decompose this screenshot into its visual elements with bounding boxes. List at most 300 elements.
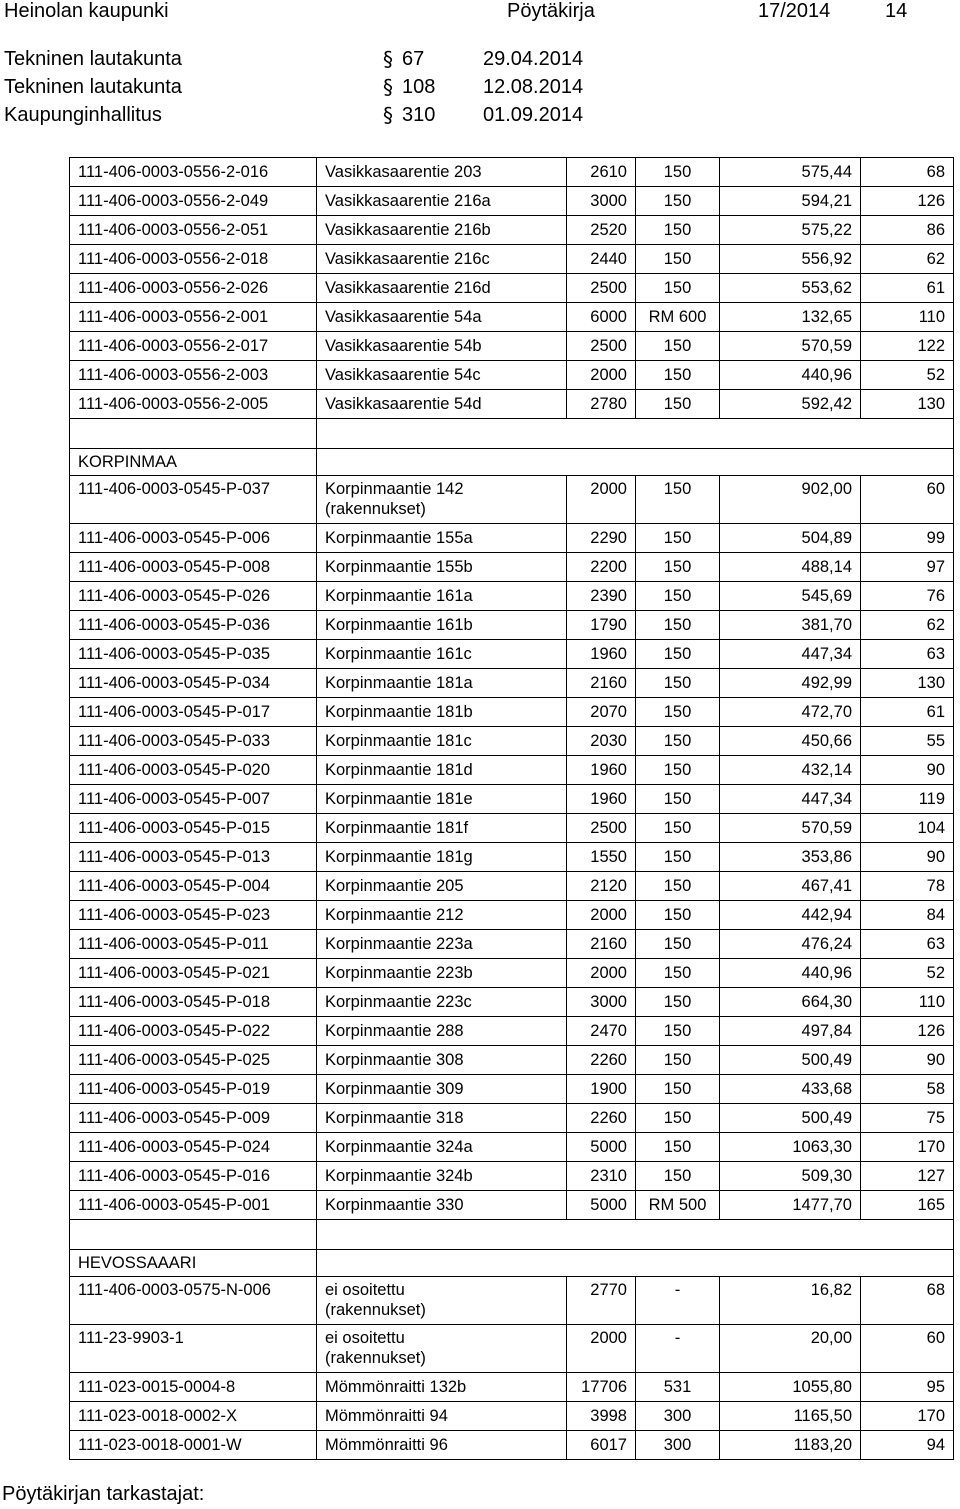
address-text: Korpinmaantie 142 <box>325 480 464 498</box>
count-cell: 84 <box>861 901 954 930</box>
count-cell: 97 <box>861 553 954 582</box>
address-cell: Vasikkasaarentie 216d <box>317 274 567 303</box>
area-cell: 5000 <box>567 1191 636 1220</box>
property-id-cell: 111-406-0003-0556-2-005 <box>70 390 317 419</box>
value-cell: 16,82 <box>720 1277 861 1325</box>
address-cell: Vasikkasaarentie 216b <box>317 216 567 245</box>
table-row <box>70 274 954 303</box>
area-cell: 2310 <box>567 1162 636 1191</box>
area-cell: 2160 <box>567 669 636 698</box>
section-row <box>70 449 954 476</box>
value-cell: 556,92 <box>720 245 861 274</box>
address-cell: Korpinmaantie 223b <box>317 959 567 988</box>
count-cell: 52 <box>861 361 954 390</box>
address-cell: Korpinmaantie 324a <box>317 1133 567 1162</box>
address-cell <box>317 1325 567 1373</box>
area-cell: 2000 <box>567 1325 636 1373</box>
table-row <box>70 1046 954 1075</box>
price-cell: 150 <box>636 158 720 187</box>
blank-row <box>70 1220 954 1250</box>
property-id-cell: 111-406-0003-0556-2-016 <box>70 158 317 187</box>
property-table <box>69 157 954 1460</box>
property-id-cell: 111-406-0003-0545-P-009 <box>70 1104 317 1133</box>
area-cell: 2260 <box>567 1046 636 1075</box>
price-cell: 150 <box>636 1162 720 1191</box>
price-cell: 150 <box>636 361 720 390</box>
value-cell: 472,70 <box>720 698 861 727</box>
price-cell: 150 <box>636 1075 720 1104</box>
blank-cell <box>70 419 317 449</box>
section-icon: § <box>383 103 393 127</box>
value-cell: 575,44 <box>720 158 861 187</box>
property-id-cell: 111-406-0003-0545-P-001 <box>70 1191 317 1220</box>
count-cell: 63 <box>861 930 954 959</box>
property-id-cell: 111-406-0003-0545-P-021 <box>70 959 317 988</box>
price-cell: - <box>636 1325 720 1373</box>
doc-type: Pöytäkirja <box>507 0 595 22</box>
property-id-cell: 111-406-0003-0545-P-004 <box>70 872 317 901</box>
count-cell: 52 <box>861 959 954 988</box>
table-row <box>70 187 954 216</box>
address-cell: Korpinmaantie 288 <box>317 1017 567 1046</box>
address-note: (rakennukset) <box>325 500 426 518</box>
address-cell: Vasikkasaarentie 54a <box>317 303 567 332</box>
address-cell: Korpinmaantie 330 <box>317 1191 567 1220</box>
address-cell <box>317 1277 567 1325</box>
section-title: KORPINMAA <box>70 449 317 476</box>
table-row <box>70 1373 954 1402</box>
value-cell: 432,14 <box>720 756 861 785</box>
table-row <box>70 1277 954 1325</box>
area-cell: 2520 <box>567 216 636 245</box>
count-cell: 119 <box>861 785 954 814</box>
area-cell: 6017 <box>567 1431 636 1460</box>
address-cell: Korpinmaantie 181e <box>317 785 567 814</box>
table-row <box>70 216 954 245</box>
value-cell: 664,30 <box>720 988 861 1017</box>
property-id-cell: 111-406-0003-0545-P-006 <box>70 524 317 553</box>
area-cell: 2030 <box>567 727 636 756</box>
meeting-body: Tekninen lautakunta <box>4 76 182 98</box>
property-id-cell: 111-406-0003-0545-P-023 <box>70 901 317 930</box>
area-cell: 2440 <box>567 245 636 274</box>
count-cell: 170 <box>861 1133 954 1162</box>
area-cell: 2470 <box>567 1017 636 1046</box>
price-cell: - <box>636 1277 720 1325</box>
property-id-cell: 111-406-0003-0545-P-024 <box>70 1133 317 1162</box>
section-title: HEVOSSAAARI <box>70 1250 317 1277</box>
value-cell: 575,22 <box>720 216 861 245</box>
property-id-cell: 111-406-0003-0545-P-035 <box>70 640 317 669</box>
address-cell: Vasikkasaarentie 216c <box>317 245 567 274</box>
meeting-date: 29.04.2014 <box>483 48 584 70</box>
address-cell: Korpinmaantie 309 <box>317 1075 567 1104</box>
table-row <box>70 727 954 756</box>
value-cell: 1183,20 <box>720 1431 861 1460</box>
value-cell: 381,70 <box>720 611 861 640</box>
table-row <box>70 1191 954 1220</box>
count-cell: 130 <box>861 390 954 419</box>
area-cell: 3998 <box>567 1402 636 1431</box>
value-cell: 592,42 <box>720 390 861 419</box>
property-id-cell: 111-406-0003-0556-2-051 <box>70 216 317 245</box>
table-row <box>70 669 954 698</box>
value-cell: 1477,70 <box>720 1191 861 1220</box>
count-cell: 61 <box>861 698 954 727</box>
address-cell: Mömmönraitti 94 <box>317 1402 567 1431</box>
table-row <box>70 1133 954 1162</box>
price-cell: RM 500 <box>636 1191 720 1220</box>
value-cell: 488,14 <box>720 553 861 582</box>
value-cell: 440,96 <box>720 959 861 988</box>
area-cell: 1960 <box>567 785 636 814</box>
meeting-number: 310 <box>402 104 436 126</box>
table-row <box>70 1325 954 1373</box>
price-cell: 300 <box>636 1431 720 1460</box>
area-cell: 1960 <box>567 756 636 785</box>
table-row <box>70 640 954 669</box>
value-cell: 440,96 <box>720 361 861 390</box>
footer-label: Pöytäkirjan tarkastajat: <box>2 1483 205 1505</box>
area-cell: 6000 <box>567 303 636 332</box>
count-cell: 110 <box>861 303 954 332</box>
count-cell: 60 <box>861 476 954 524</box>
value-cell: 353,86 <box>720 843 861 872</box>
meeting-date: 01.09.2014 <box>483 104 584 126</box>
table-row <box>70 390 954 419</box>
count-cell: 126 <box>861 187 954 216</box>
price-cell: 150 <box>636 582 720 611</box>
area-cell: 17706 <box>567 1373 636 1402</box>
count-cell: 127 <box>861 1162 954 1191</box>
address-cell: Korpinmaantie 161b <box>317 611 567 640</box>
price-cell: 150 <box>636 872 720 901</box>
section-icon: § <box>383 47 393 71</box>
property-id-cell: 111-023-0018-0002-X <box>70 1402 317 1431</box>
value-cell: 467,41 <box>720 872 861 901</box>
count-cell: 94 <box>861 1431 954 1460</box>
property-id-cell: 111-406-0003-0545-P-025 <box>70 1046 317 1075</box>
count-cell: 90 <box>861 1046 954 1075</box>
property-id-cell: 111-406-0003-0545-P-008 <box>70 553 317 582</box>
price-cell: 150 <box>636 332 720 361</box>
table-row <box>70 582 954 611</box>
property-id-cell: 111-406-0003-0545-P-013 <box>70 843 317 872</box>
price-cell: 150 <box>636 1133 720 1162</box>
value-cell: 450,66 <box>720 727 861 756</box>
price-cell: 300 <box>636 1402 720 1431</box>
address-cell: Vasikkasaarentie 54d <box>317 390 567 419</box>
area-cell: 2500 <box>567 332 636 361</box>
address-cell: Korpinmaantie 212 <box>317 901 567 930</box>
price-cell: 150 <box>636 785 720 814</box>
address-text: ei osoitettu <box>325 1281 405 1299</box>
price-cell: 150 <box>636 1104 720 1133</box>
count-cell: 62 <box>861 245 954 274</box>
address-cell: Korpinmaantie 155b <box>317 553 567 582</box>
table-row <box>70 332 954 361</box>
area-cell: 3000 <box>567 988 636 1017</box>
price-cell: 150 <box>636 640 720 669</box>
table-row <box>70 245 954 274</box>
area-cell: 3000 <box>567 187 636 216</box>
address-cell: Korpinmaantie 223a <box>317 930 567 959</box>
value-cell: 497,84 <box>720 1017 861 1046</box>
address-cell: Mömmönraitti 96 <box>317 1431 567 1460</box>
table-row <box>70 303 954 332</box>
address-cell: Korpinmaantie 205 <box>317 872 567 901</box>
address-cell: Korpinmaantie 161c <box>317 640 567 669</box>
value-cell: 500,49 <box>720 1046 861 1075</box>
count-cell: 99 <box>861 524 954 553</box>
property-id-cell: 111-406-0003-0556-2-018 <box>70 245 317 274</box>
area-cell: 2200 <box>567 553 636 582</box>
meeting-date: 12.08.2014 <box>483 76 584 98</box>
count-cell: 68 <box>861 1277 954 1325</box>
area-cell: 2000 <box>567 959 636 988</box>
address-cell: Korpinmaantie 318 <box>317 1104 567 1133</box>
property-id-cell: 111-406-0003-0556-2-026 <box>70 274 317 303</box>
property-id-cell: 111-023-0015-0004-8 <box>70 1373 317 1402</box>
count-cell: 75 <box>861 1104 954 1133</box>
count-cell: 170 <box>861 1402 954 1431</box>
price-cell: RM 600 <box>636 303 720 332</box>
count-cell: 63 <box>861 640 954 669</box>
table-row <box>70 785 954 814</box>
count-cell: 90 <box>861 756 954 785</box>
area-cell: 1900 <box>567 1075 636 1104</box>
value-cell: 433,68 <box>720 1075 861 1104</box>
table-row <box>70 158 954 187</box>
address-cell: Korpinmaantie 181f <box>317 814 567 843</box>
table-row <box>70 524 954 553</box>
price-cell: 150 <box>636 524 720 553</box>
value-cell: 504,89 <box>720 524 861 553</box>
value-cell: 500,49 <box>720 1104 861 1133</box>
address-cell: Korpinmaantie 181g <box>317 843 567 872</box>
table-row <box>70 930 954 959</box>
count-cell: 78 <box>861 872 954 901</box>
price-cell: 150 <box>636 988 720 1017</box>
blank-cell <box>317 419 954 449</box>
value-cell: 570,59 <box>720 814 861 843</box>
value-cell: 570,59 <box>720 332 861 361</box>
price-cell: 150 <box>636 1046 720 1075</box>
count-cell: 90 <box>861 843 954 872</box>
area-cell: 2390 <box>567 582 636 611</box>
price-cell: 150 <box>636 727 720 756</box>
price-cell: 531 <box>636 1373 720 1402</box>
table-row <box>70 1162 954 1191</box>
price-cell: 150 <box>636 245 720 274</box>
price-cell: 150 <box>636 669 720 698</box>
count-cell: 62 <box>861 611 954 640</box>
property-id-cell: 111-406-0003-0545-P-037 <box>70 476 317 524</box>
property-id-cell: 111-406-0003-0545-P-034 <box>70 669 317 698</box>
property-id-cell: 111-406-0003-0545-P-036 <box>70 611 317 640</box>
property-id-cell: 111-406-0003-0545-P-033 <box>70 727 317 756</box>
meeting-number: 67 <box>402 48 425 70</box>
address-cell: Vasikkasaarentie 216a <box>317 187 567 216</box>
property-id-cell: 111-406-0003-0545-P-019 <box>70 1075 317 1104</box>
table-row <box>70 611 954 640</box>
price-cell: 150 <box>636 814 720 843</box>
area-cell: 2000 <box>567 476 636 524</box>
area-cell: 2290 <box>567 524 636 553</box>
value-cell: 20,00 <box>720 1325 861 1373</box>
area-cell: 2780 <box>567 390 636 419</box>
address-cell: Vasikkasaarentie 54c <box>317 361 567 390</box>
property-id-cell: 111-406-0003-0556-2-003 <box>70 361 317 390</box>
area-cell: 1960 <box>567 640 636 669</box>
value-cell: 1055,80 <box>720 1373 861 1402</box>
property-id-cell: 111-406-0003-0545-P-011 <box>70 930 317 959</box>
address-cell: Korpinmaantie 181d <box>317 756 567 785</box>
table-row <box>70 1402 954 1431</box>
price-cell: 150 <box>636 756 720 785</box>
price-cell: 150 <box>636 698 720 727</box>
count-cell: 126 <box>861 1017 954 1046</box>
table-row <box>70 698 954 727</box>
org-name: Heinolan kaupunki <box>4 0 169 22</box>
area-cell: 2500 <box>567 274 636 303</box>
count-cell: 61 <box>861 274 954 303</box>
address-cell: Korpinmaantie 181b <box>317 698 567 727</box>
table-row <box>70 756 954 785</box>
price-cell: 150 <box>636 274 720 303</box>
value-cell: 902,00 <box>720 476 861 524</box>
price-cell: 150 <box>636 390 720 419</box>
address-cell <box>317 476 567 524</box>
meeting-number: 108 <box>402 76 436 98</box>
property-id-cell: 111-406-0003-0545-P-018 <box>70 988 317 1017</box>
address-note: (rakennukset) <box>325 1301 426 1319</box>
area-cell: 2500 <box>567 814 636 843</box>
section-icon: § <box>383 75 393 99</box>
value-cell: 1165,50 <box>720 1402 861 1431</box>
table-row <box>70 476 954 524</box>
area-cell: 2070 <box>567 698 636 727</box>
value-cell: 509,30 <box>720 1162 861 1191</box>
area-cell: 1550 <box>567 843 636 872</box>
area-cell: 2770 <box>567 1277 636 1325</box>
count-cell: 60 <box>861 1325 954 1373</box>
property-id-cell: 111-406-0003-0545-P-015 <box>70 814 317 843</box>
price-cell: 150 <box>636 843 720 872</box>
address-cell: Mömmönraitti 132b <box>317 1373 567 1402</box>
meeting-body: Kaupunginhallitus <box>4 104 162 126</box>
count-cell: 58 <box>861 1075 954 1104</box>
price-cell: 150 <box>636 476 720 524</box>
area-cell: 2610 <box>567 158 636 187</box>
page-number: 14 <box>885 0 908 22</box>
table-row <box>70 1104 954 1133</box>
meeting-body: Tekninen lautakunta <box>4 48 182 70</box>
price-cell: 150 <box>636 959 720 988</box>
blank-cell <box>70 1220 317 1250</box>
area-cell: 2000 <box>567 901 636 930</box>
value-cell: 553,62 <box>720 274 861 303</box>
address-cell: Korpinmaantie 181a <box>317 669 567 698</box>
table-row <box>70 361 954 390</box>
table-row <box>70 872 954 901</box>
value-cell: 447,34 <box>720 640 861 669</box>
table-row <box>70 1075 954 1104</box>
address-cell: Korpinmaantie 181c <box>317 727 567 756</box>
area-cell: 2120 <box>567 872 636 901</box>
price-cell: 150 <box>636 1017 720 1046</box>
count-cell: 76 <box>861 582 954 611</box>
property-id-cell: 111-406-0003-0556-2-049 <box>70 187 317 216</box>
address-cell: Korpinmaantie 308 <box>317 1046 567 1075</box>
address-cell: Vasikkasaarentie 54b <box>317 332 567 361</box>
count-cell: 122 <box>861 332 954 361</box>
value-cell: 545,69 <box>720 582 861 611</box>
price-cell: 150 <box>636 187 720 216</box>
table-row <box>70 553 954 582</box>
property-id-cell: 111-406-0003-0545-P-020 <box>70 756 317 785</box>
count-cell: 104 <box>861 814 954 843</box>
count-cell: 95 <box>861 1373 954 1402</box>
doc-number: 17/2014 <box>758 0 831 22</box>
address-cell: Korpinmaantie 161a <box>317 582 567 611</box>
blank-cell <box>317 1250 954 1277</box>
property-id-cell: 111-406-0003-0545-P-026 <box>70 582 317 611</box>
table-row <box>70 959 954 988</box>
table-row <box>70 1017 954 1046</box>
area-cell: 2260 <box>567 1104 636 1133</box>
property-id-cell: 111-406-0003-0545-P-007 <box>70 785 317 814</box>
property-id-cell: 111-023-0018-0001-W <box>70 1431 317 1460</box>
value-cell: 447,34 <box>720 785 861 814</box>
table-row <box>70 1431 954 1460</box>
price-cell: 150 <box>636 216 720 245</box>
property-id-cell: 111-406-0003-0556-2-017 <box>70 332 317 361</box>
address-note: (rakennukset) <box>325 1349 426 1367</box>
property-id-cell: 111-406-0003-0545-P-017 <box>70 698 317 727</box>
section-row <box>70 1250 954 1277</box>
area-cell: 2160 <box>567 930 636 959</box>
table-row <box>70 988 954 1017</box>
address-cell: Korpinmaantie 155a <box>317 524 567 553</box>
blank-row <box>70 419 954 449</box>
table-row <box>70 901 954 930</box>
value-cell: 132,65 <box>720 303 861 332</box>
count-cell: 165 <box>861 1191 954 1220</box>
price-cell: 150 <box>636 930 720 959</box>
count-cell: 68 <box>861 158 954 187</box>
value-cell: 492,99 <box>720 669 861 698</box>
address-cell: Korpinmaantie 223c <box>317 988 567 1017</box>
price-cell: 150 <box>636 553 720 582</box>
price-cell: 150 <box>636 611 720 640</box>
value-cell: 442,94 <box>720 901 861 930</box>
blank-cell <box>317 449 954 476</box>
value-cell: 476,24 <box>720 930 861 959</box>
count-cell: 110 <box>861 988 954 1017</box>
property-id-cell: 111-406-0003-0545-P-016 <box>70 1162 317 1191</box>
blank-cell <box>317 1220 954 1250</box>
count-cell: 55 <box>861 727 954 756</box>
value-cell: 594,21 <box>720 187 861 216</box>
count-cell: 86 <box>861 216 954 245</box>
address-text: ei osoitettu <box>325 1329 405 1347</box>
area-cell: 5000 <box>567 1133 636 1162</box>
property-id-cell: 111-406-0003-0575-N-006 <box>70 1277 317 1325</box>
table-row <box>70 843 954 872</box>
property-id-cell: 111-23-9903-1 <box>70 1325 317 1373</box>
count-cell: 130 <box>861 669 954 698</box>
